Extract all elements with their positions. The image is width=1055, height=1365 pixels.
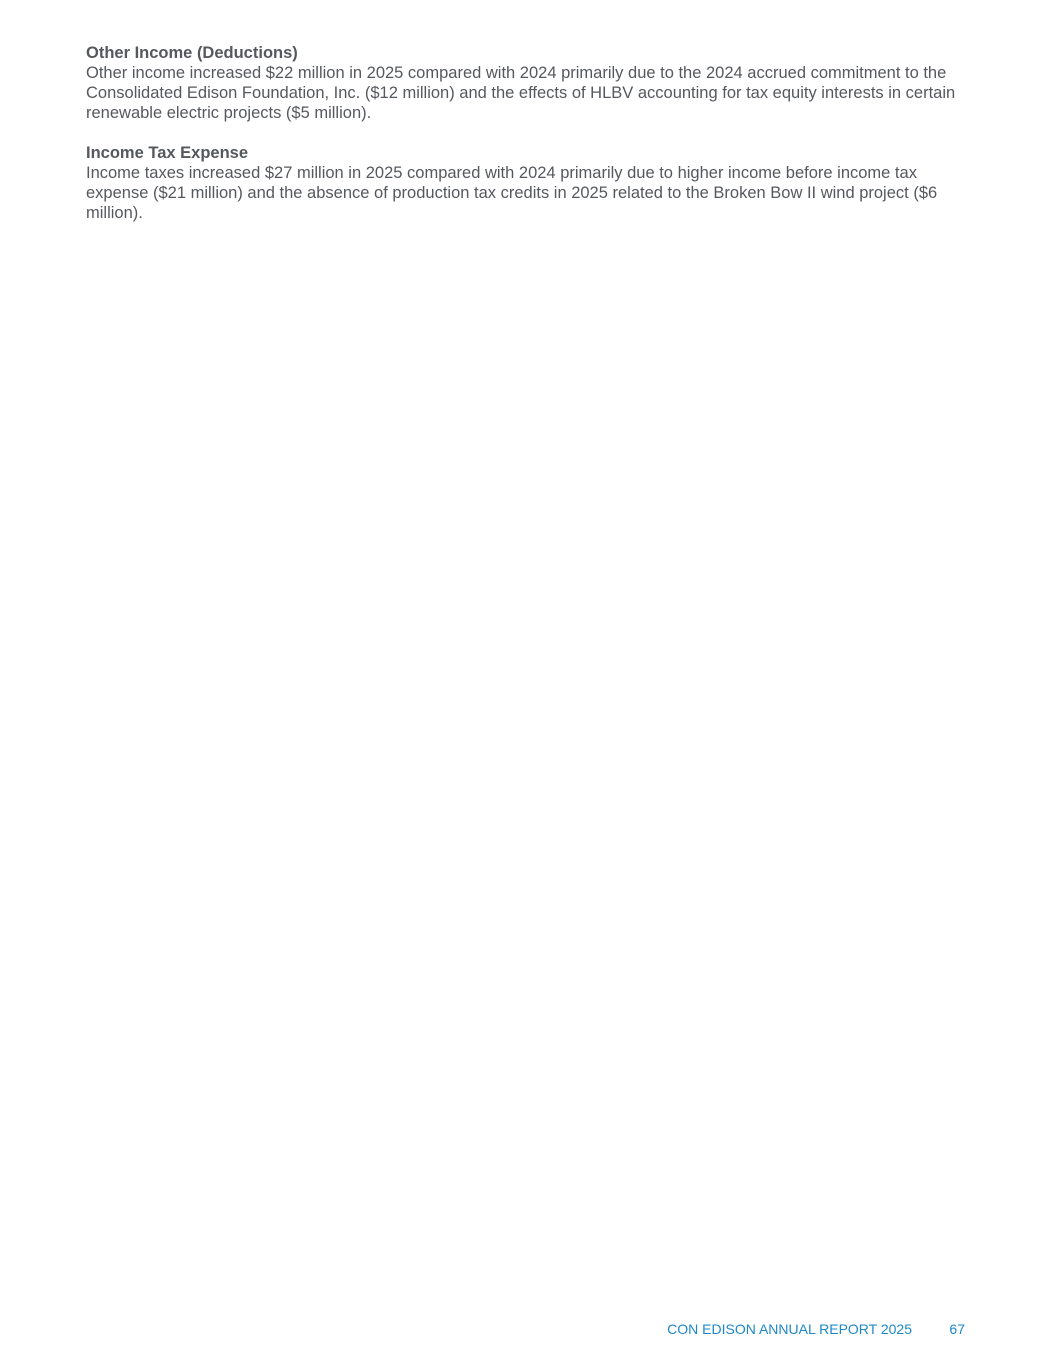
footer-page-number: 67 xyxy=(949,1321,965,1337)
section-heading: Other Income (Deductions) xyxy=(86,44,298,62)
section-other-income xyxy=(86,43,976,123)
page-content xyxy=(86,43,976,243)
page-footer xyxy=(0,1319,1055,1339)
footer-report-title: CON EDISON ANNUAL REPORT 2025 xyxy=(667,1321,912,1337)
section-income-tax-expense xyxy=(86,143,976,223)
section-heading: Income Tax Expense xyxy=(86,144,249,162)
section-paragraph: Income taxes increased $27 million in 2025 compared with 2024 primarily due to higher income before income tax expense ($21 million) and the absence of production tax credits in 2025 related to the Broken Bow II wind project ($6 million). xyxy=(86,164,938,222)
section-paragraph: Other income increased $22 million in 2025 compared with 2024 primarily due to the 2024 accrued commitment to the Consolidated Edison Foundation, Inc. ($12 million) and the effects of HLBV accounting for tax equity interests in certain renewable electric projects ($5 million). xyxy=(86,64,956,122)
